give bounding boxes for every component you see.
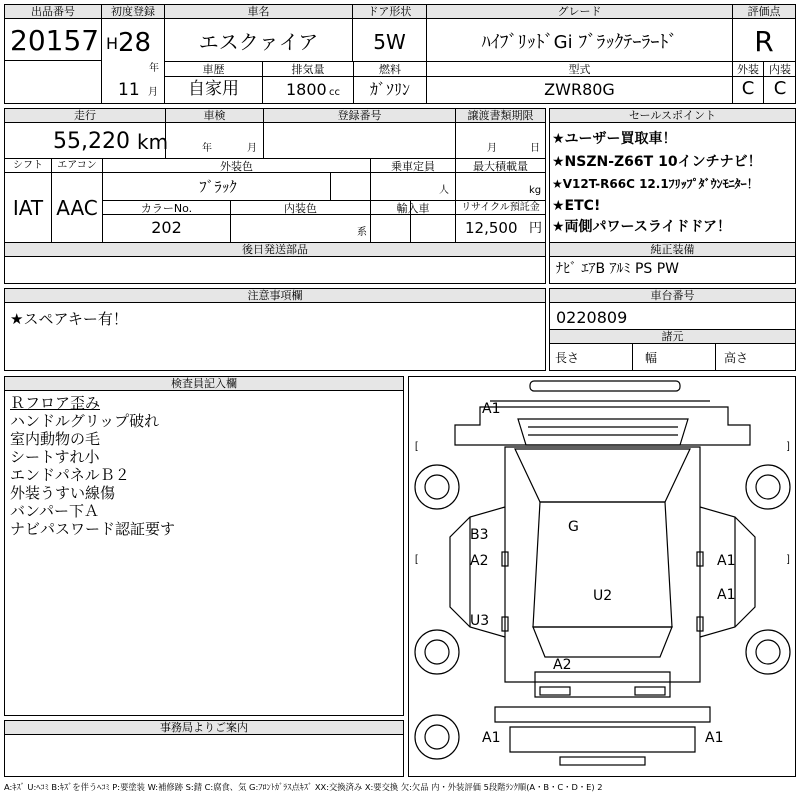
displacement-label: 排気量 xyxy=(291,63,325,76)
capacity-unit: 人 xyxy=(439,185,449,196)
svg-text:]: ] xyxy=(787,441,790,452)
load-label: 最大積載量 xyxy=(473,160,528,173)
era: H xyxy=(106,34,119,53)
import-label: 輸入車 xyxy=(396,202,430,215)
car-name: エスクァイア xyxy=(198,30,319,54)
fuel: ｶﾞｿﾘﾝ xyxy=(369,80,410,99)
int-score: C xyxy=(773,78,787,99)
sales-point: ★V12T-R66C 12.1ﾌﾘｯﾌﾟﾀﾞｳﾝﾓﾆﾀｰ！ xyxy=(552,177,759,191)
displacement-unit: cc xyxy=(329,87,340,98)
grade-label: グレード xyxy=(427,5,732,19)
score-label: 評価点 xyxy=(733,5,795,19)
inspection-label: 車検 xyxy=(166,109,263,123)
dimensions-label: 諸元 xyxy=(550,330,795,344)
color: ﾌﾞﾗｯｸ xyxy=(199,178,237,196)
later-parts-label: 後日発送部品 xyxy=(5,243,545,257)
damage-mark: U3 xyxy=(470,613,490,629)
history-label: 車歴 xyxy=(202,63,225,76)
history: 自家用 xyxy=(188,79,239,99)
colorno: 202 xyxy=(151,218,182,237)
inspector-line: エンドパネルＢ２ xyxy=(10,466,130,484)
ext-score: C xyxy=(741,78,755,99)
car-damage-diagram xyxy=(410,377,795,772)
doors: 5W xyxy=(373,30,406,54)
damage-mark: G xyxy=(568,519,579,535)
lot-number: 20157 xyxy=(10,24,100,57)
legend: A:ｷｽﾞ U:ﾍｺﾐ B:ｷｽﾞを伴うﾍｺﾐ P:要塗装 W:補修跡 S:錆 C:腐食、気 G:ﾌﾛﾝﾄｶﾞﾗｽ点ｷｽﾞ XX:交換済み X:要交換 欠:欠品 内・外装評価 5段階ﾗﾝｸ順(A・B・C・D・E) 2 xyxy=(4,782,603,792)
inspector-line: ナビパスワード認証要す xyxy=(10,520,176,538)
recycle-unit: 円 xyxy=(529,221,543,236)
mileage: 55,220 xyxy=(53,129,130,154)
reg-month: 11 xyxy=(118,80,140,100)
damage-mark: A2 xyxy=(553,657,572,673)
reg-year: 28 xyxy=(118,28,152,58)
displacement: 1800 xyxy=(286,80,327,99)
sales-point: ★NSZN-Z66T 10インチナビ！ xyxy=(552,154,762,170)
damage-mark: B3 xyxy=(470,527,489,543)
lot-label: 出品番号 xyxy=(5,5,101,19)
recycle-label: リサイクル預託金 xyxy=(461,202,540,213)
doors-label: ドア形状 xyxy=(353,5,426,19)
office-label: 事務局よりご案内 xyxy=(5,721,403,735)
shift: IAT xyxy=(12,196,44,220)
damage-mark: A1 xyxy=(717,587,736,603)
damage-mark: A2 xyxy=(470,553,489,569)
notes-text: ★スペアキー有！ xyxy=(10,310,128,328)
inspector-line: シートすれ小 xyxy=(10,448,100,466)
inspector-line: 室内動物の毛 xyxy=(10,430,101,448)
notes-label: 注意事項欄 xyxy=(5,289,545,303)
transfer-day-unit: 日 xyxy=(530,143,540,154)
sales-points-label: セールスポイント xyxy=(550,109,795,123)
height-label: 高さ xyxy=(724,351,749,365)
mileage-label: 走行 xyxy=(5,109,165,123)
damage-mark: A1 xyxy=(705,730,724,746)
grade: ﾊｲﾌﾞﾘｯﾄﾞGi ﾌﾞﾗｯｸﾃｰﾗｰﾄﾞ xyxy=(481,32,678,53)
length-label: 長さ xyxy=(555,351,580,365)
equipment: ﾅﾋﾞ ｴｱB ｱﾙﾐ PS PW xyxy=(556,261,680,277)
load-unit: kg xyxy=(529,185,542,196)
transfer-label: 譲渡書類期限 xyxy=(456,109,545,123)
capacity-label: 乗車定員 xyxy=(391,160,435,173)
insp-year-unit: 年 xyxy=(202,143,212,154)
svg-text:[: [ xyxy=(415,554,418,565)
damage-mark: A1 xyxy=(482,730,501,746)
chassis-number: 0220809 xyxy=(556,308,628,327)
interior-unit: 系 xyxy=(357,227,367,238)
width-label: 幅 xyxy=(645,351,658,365)
car-name-label: 車名 xyxy=(165,5,352,19)
chassis-label: 車台番号 xyxy=(550,289,795,303)
damage-mark: U2 xyxy=(593,588,613,604)
int-label: 内装 xyxy=(769,63,791,76)
interior-color-label: 内装色 xyxy=(284,202,317,215)
inspector-line: 外装うすい線傷 xyxy=(10,484,116,502)
inspector-line: Ｒフロア歪み xyxy=(10,394,101,412)
score: R xyxy=(754,25,774,58)
sales-point: ★ユーザー買取車！ xyxy=(552,131,677,147)
transfer-month-unit: 月 xyxy=(487,143,497,154)
equipment-label: 純正装備 xyxy=(550,243,795,257)
damage-mark: A1 xyxy=(717,553,736,569)
month-unit: 月 xyxy=(148,87,158,98)
damage-mark: A1 xyxy=(482,401,501,417)
ext-label: 外装 xyxy=(737,63,759,76)
sales-point: ★ETC! xyxy=(552,198,601,214)
ac-label: エアコン xyxy=(57,160,97,171)
color-label: 外装色 xyxy=(220,160,253,173)
insp-month-unit: 月 xyxy=(247,143,257,154)
sales-point: ★両側パワースライドドア！ xyxy=(552,219,732,235)
model-label: 型式 xyxy=(568,63,591,76)
recycle: 12,500 xyxy=(465,219,518,237)
inspector-label: 検査員記入欄 xyxy=(5,377,403,391)
regno-label: 登録番号 xyxy=(264,109,455,123)
first-reg-label: 初度登録 xyxy=(102,5,164,19)
mileage-unit: km xyxy=(137,130,169,154)
year-unit: 年 xyxy=(149,63,159,74)
shift-label: シフト xyxy=(13,160,43,171)
ac: AAC xyxy=(56,196,98,220)
model: ZWR80G xyxy=(544,80,615,99)
fuel-label: 燃料 xyxy=(379,63,401,76)
svg-text:]: ] xyxy=(787,554,790,565)
inspector-line: ハンドルグリップ破れ xyxy=(10,412,160,430)
inspector-line: バンパー下Ａ xyxy=(10,502,99,520)
svg-text:[: [ xyxy=(415,441,418,452)
colorno-label: カラーNo. xyxy=(140,202,193,215)
